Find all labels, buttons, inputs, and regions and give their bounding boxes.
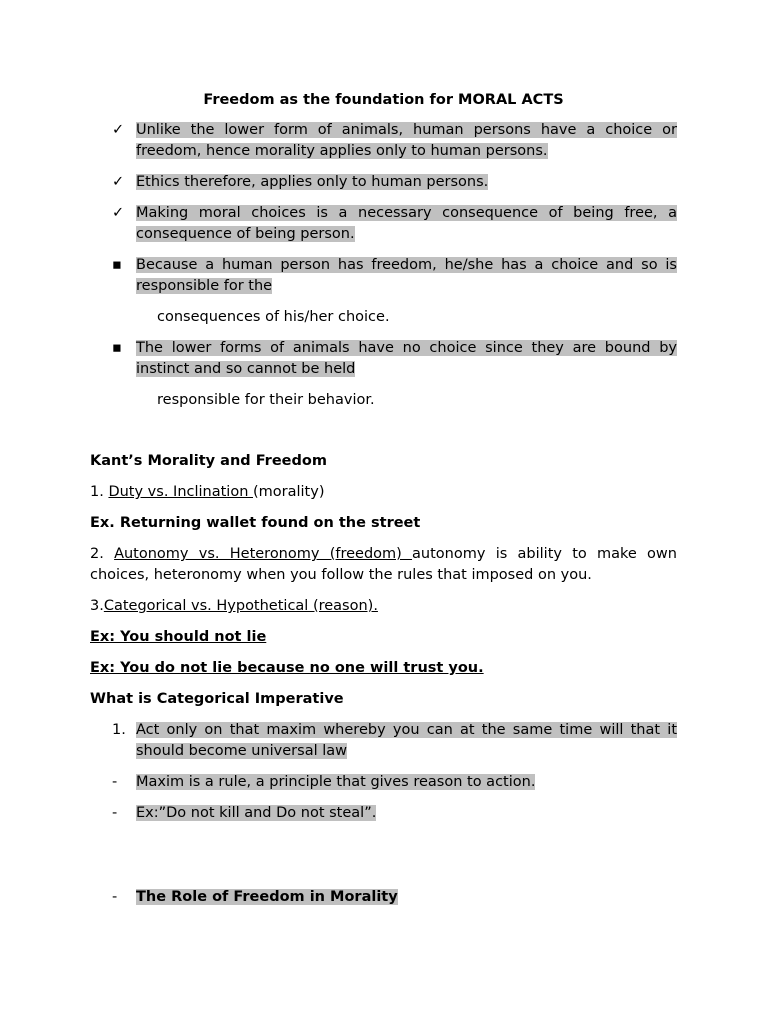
checkmark-icon: ✓ xyxy=(112,205,125,221)
document-title: Freedom as the foundation for MORAL ACTS xyxy=(203,92,564,108)
underlined-term: Autonomy vs. Heteronomy (freedom) xyxy=(114,546,413,562)
item-text: Because a human person has freedom, he/she has a choice and so is responsible for the xyxy=(136,257,677,294)
section-heading: Kant’s Morality and Freedom xyxy=(90,453,327,469)
list-item xyxy=(90,255,677,297)
paragraph-autonomy xyxy=(90,544,677,586)
paragraph-number: 3. xyxy=(90,598,104,614)
paragraph-duty xyxy=(90,482,677,503)
item-text: The lower forms of animals have no choice since they are bound by instinct and so cannot be held xyxy=(136,340,677,377)
square-bullet-icon: ▪ xyxy=(112,340,122,356)
item-continuation: responsible for their behavior. xyxy=(157,392,375,408)
document-page xyxy=(90,90,677,918)
example-text: Ex. Returning wallet found on the street xyxy=(90,515,421,531)
underlined-term: Duty vs. Inclination xyxy=(108,484,253,500)
item-text: Making moral choices is a necessary consequence of being free, a consequence of being person. xyxy=(136,205,677,242)
list-item xyxy=(90,203,677,245)
checkmark-icon: ✓ xyxy=(112,174,125,190)
item-text: Maxim is a rule, a principle that gives reason to action. xyxy=(136,774,536,790)
item-text: Ethics therefore, applies only to human persons. xyxy=(136,174,489,190)
spacer xyxy=(90,834,677,887)
underlined-term: Categorical vs. Hypothetical (reason). xyxy=(103,598,378,614)
square-bullet-icon: ▪ xyxy=(112,257,122,273)
dash-bullet: - xyxy=(112,805,118,821)
dash-bullet: - xyxy=(112,774,118,790)
list-number: 1. xyxy=(112,722,126,738)
list-item xyxy=(90,887,677,908)
list-item xyxy=(90,772,677,793)
item-text: Ex:”Do not kill and Do not steal”. xyxy=(136,805,377,821)
spacer xyxy=(90,421,677,451)
item-continuation: consequences of his/her choice. xyxy=(157,309,390,325)
item-text: Act only on that maxim whereby you can at the same time will that it should become universal law xyxy=(136,722,677,759)
list-item xyxy=(90,172,677,193)
paragraph-number: 2. xyxy=(90,546,115,562)
paragraph-number: 1. xyxy=(90,484,109,500)
list-item xyxy=(90,338,677,380)
paragraph-categorical xyxy=(90,596,677,617)
paragraph-rest: autonomy is ability to make own choices, heteronomy when you follow the rules that imposed on you. xyxy=(90,546,677,583)
list-item xyxy=(90,803,677,824)
item-text: The Role of Freedom in Morality xyxy=(136,889,398,905)
list-item xyxy=(90,720,677,762)
example-text: Ex: You do not lie because no one will trust you. xyxy=(90,660,484,676)
paragraph-rest: (morality) xyxy=(253,484,325,500)
example-text: Ex: You should not lie xyxy=(90,629,267,645)
item-text: Unlike the lower form of animals, human persons have a choice or freedom, hence morality applies only to human persons. xyxy=(136,122,677,159)
list-item xyxy=(90,120,677,162)
dash-bullet: - xyxy=(112,889,118,905)
checkmark-icon: ✓ xyxy=(112,122,125,138)
section-heading: What is Categorical Imperative xyxy=(90,691,344,707)
